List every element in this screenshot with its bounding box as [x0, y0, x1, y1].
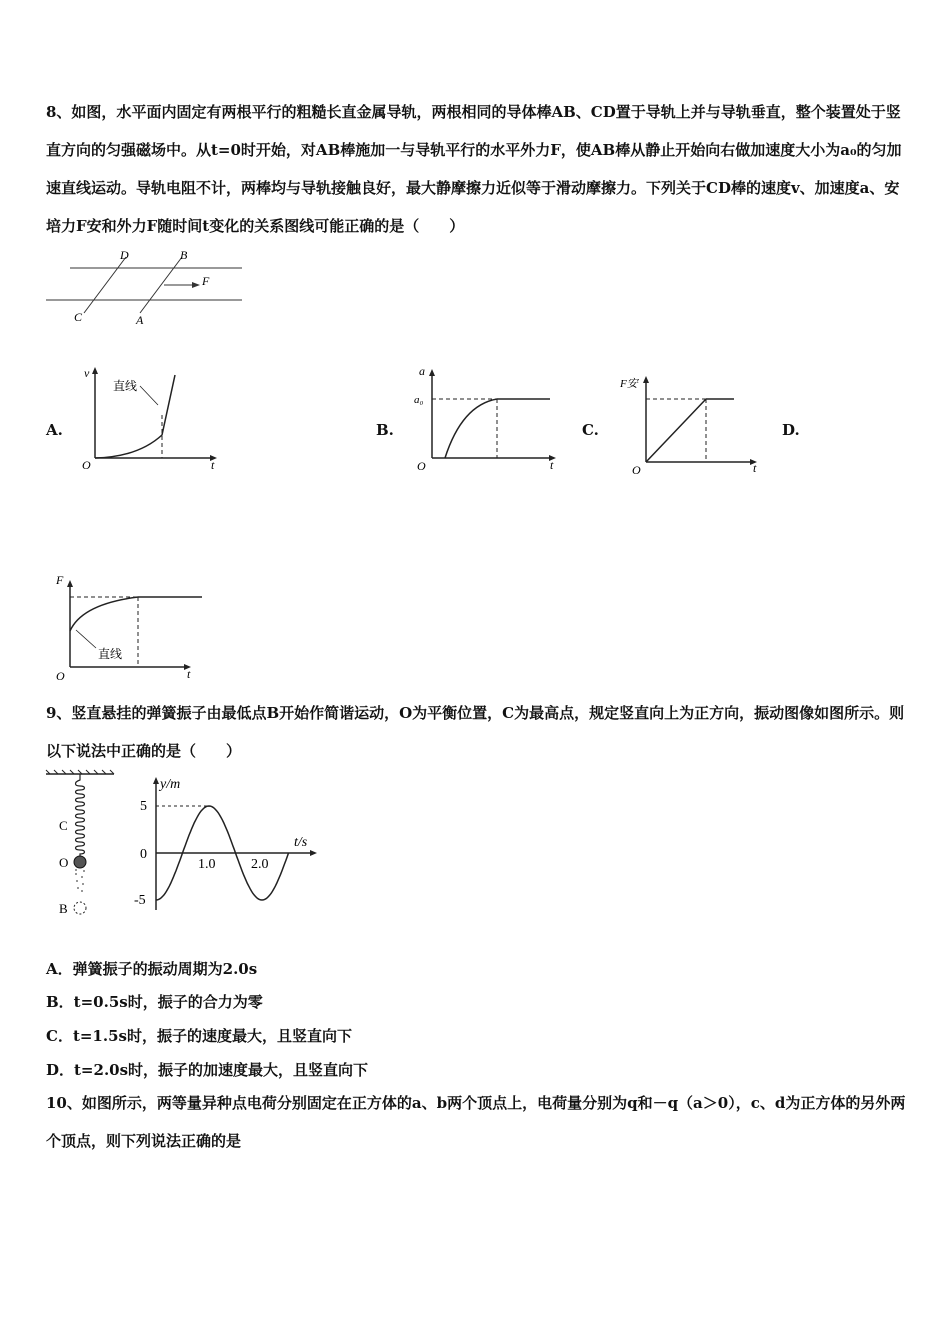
graph-d-x-label: t: [187, 667, 191, 681]
osc-x-label: t/s: [294, 835, 308, 850]
q9-option-a[interactable]: A．弹簧振子的振动周期为2.0s: [46, 960, 258, 978]
graph-c-ampere-force: [620, 372, 765, 477]
option-a-label[interactable]: A.: [46, 421, 63, 439]
graph-b-x-label: t: [550, 458, 554, 472]
graph-b-origin: O: [417, 459, 426, 473]
graph-a-origin: O: [82, 458, 91, 472]
osc-ytick-min: -5: [134, 893, 146, 908]
graph-b-acceleration: [412, 365, 562, 477]
label-F: F: [202, 274, 210, 288]
graph-a-y-label: v: [84, 366, 90, 380]
label-B: B: [180, 248, 188, 262]
graph-d-origin: O: [56, 669, 65, 683]
label-C: C: [74, 310, 83, 324]
spring-label-O: O: [59, 855, 69, 870]
graph-a-velocity: [78, 365, 223, 475]
graph-d-external-force: [52, 574, 202, 682]
spring-label-C: C: [59, 818, 68, 833]
q9-spring-figure: [46, 770, 116, 920]
q9-option-d[interactable]: D．t=2.0s时，振子的加速度最大，且竖直向下: [46, 1061, 369, 1079]
question-8-text: 8、如图，水平面内固定有两根平行的粗糙长直金属导轨，两根相同的导体棒AB、CD置于导轨上并与导轨垂直，整个装置处于竖直方向的匀强磁场中。从t=0时开始，对AB棒施加一与导轨平行的水平外力F，使AB棒从静止开始向右做加速度大小为a₀的匀加速直线运动。导轨电阻不计，两棒均与导轨接触良好，最大静摩擦力近似等于滑动摩擦力。下列关于CD棒的速度v、加速度a、安培力F安和外力F随时间t变化的关系图线可能正确的是（ ）: [46, 103, 902, 235]
q9-oscillation-graph: [120, 770, 330, 915]
graph-c-x-label: t: [753, 461, 757, 475]
spring-label-B: B: [59, 901, 68, 916]
graph-a-x-label: t: [211, 458, 215, 472]
label-D: D: [120, 248, 129, 262]
graph-a-note: 直线: [113, 379, 138, 393]
question-10-text: 10、如图所示，两等量异种点电荷分别固定在正方体的a、b两个顶点上，电荷量分别为q和－q（a＞0），c、d为正方体的另外两个顶点，则下列说法正确的是: [46, 1094, 906, 1150]
option-d-label[interactable]: D.: [782, 421, 800, 439]
q8-rails-figure: [40, 245, 250, 330]
osc-y-label: y/m: [160, 777, 181, 792]
question-9-text: 9、竖直悬挂的弹簧振子由最低点B开始作简谐运动，O为平衡位置，C为最高点，规定竖直向上为正方向，振动图像如图所示。则以下说法中正确的是（ ）: [46, 704, 905, 760]
label-A: A: [136, 313, 144, 327]
q9-option-c[interactable]: C．t=1.5s时，振子的速度最大，且竖直向下: [46, 1027, 352, 1045]
osc-ytick-max: 5: [140, 799, 147, 814]
graph-d-y-label: F: [56, 573, 64, 587]
graph-b-a0-label: a₀: [414, 394, 424, 406]
graph-c-origin: O: [632, 463, 641, 477]
option-b-label[interactable]: B.: [376, 421, 394, 439]
osc-ytick-zero: 0: [140, 847, 147, 862]
osc-xtick-1: 1.0: [198, 857, 216, 872]
graph-b-y-label: a: [419, 364, 425, 378]
q9-option-b[interactable]: B．t=0.5s时，振子的合力为零: [46, 993, 263, 1011]
graph-c-y-label: F安: [620, 378, 638, 390]
osc-xtick-2: 2.0: [251, 857, 269, 872]
graph-d-note: 直线: [98, 647, 123, 661]
option-c-label[interactable]: C.: [582, 421, 599, 439]
